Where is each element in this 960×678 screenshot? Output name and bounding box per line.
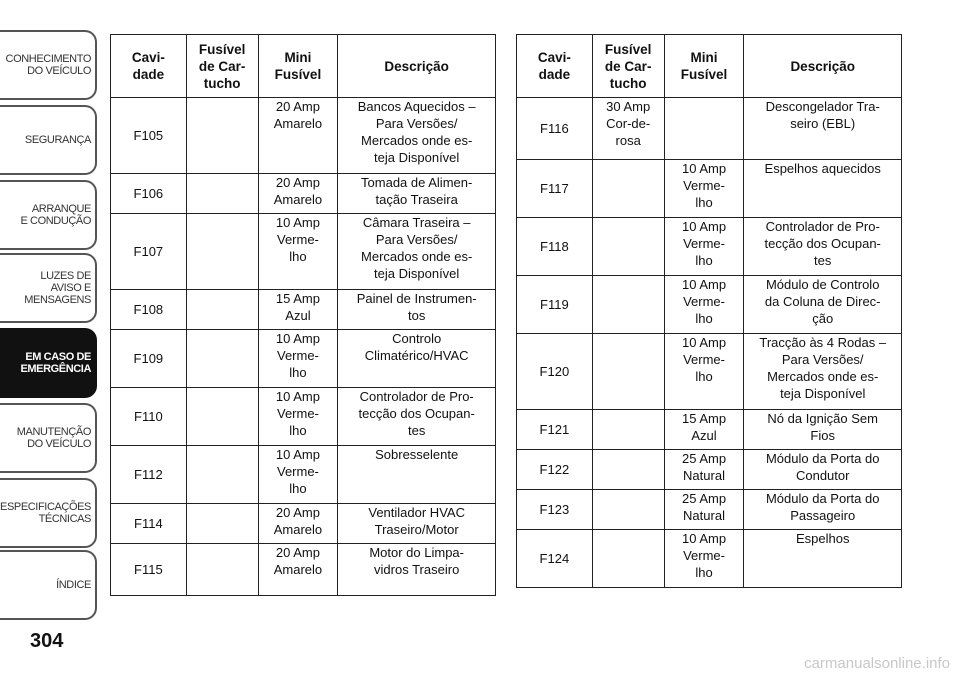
table-row: [111, 504, 496, 544]
chapter-tab[interactable]: EM CASO DE EMERGÊNCIA: [0, 328, 97, 398]
mini-fuse-cell: 15 Amp Azul: [258, 290, 338, 330]
cavity-cell: F106: [111, 174, 187, 214]
cartridge-fuse-cell: [592, 334, 664, 410]
mini-fuse-cell: 25 Amp Natural: [664, 450, 744, 490]
cavity-cell: F119: [517, 276, 593, 334]
cartridge-fuse-cell: [186, 446, 258, 504]
cartridge-fuse-cell: [186, 504, 258, 544]
cartridge-fuse-cell: [186, 388, 258, 446]
cavity-cell: F124: [517, 530, 593, 588]
table-header: [111, 35, 496, 98]
cavity-cell: F108: [111, 290, 187, 330]
mini-fuse-cell: 20 Amp Amarelo: [258, 174, 338, 214]
table-row: [517, 160, 902, 218]
cartridge-fuse-cell: [186, 544, 258, 596]
table-row: [517, 450, 902, 490]
header-cavidade: Cavi- dade: [111, 35, 187, 98]
table-row: [517, 98, 902, 160]
cavity-cell: F117: [517, 160, 593, 218]
description-cell: Espelhos aquecidos: [744, 160, 902, 218]
fuse-table-left: [110, 34, 496, 596]
description-cell: Tracção às 4 Rodas – Para Versões/ Mercados onde es- teja Disponível: [744, 334, 902, 410]
table-row: [111, 214, 496, 290]
description-cell: Módulo de Controlo da Coluna de Direc- ção: [744, 276, 902, 334]
cartridge-fuse-cell: [592, 490, 664, 530]
table-row: [111, 98, 496, 174]
header-mini-fusivel: Mini Fusível: [664, 35, 744, 98]
header-cavidade: Cavi- dade: [517, 35, 593, 98]
mini-fuse-cell: 10 Amp Verme- lho: [664, 218, 744, 276]
cartridge-fuse-cell: [592, 530, 664, 588]
chapter-tab[interactable]: LUZES DE AVISO E MENSAGENS: [0, 253, 97, 323]
watermark: carmanualsonline.info: [804, 655, 950, 672]
description-cell: Descongelador Tra- seiro (EBL): [744, 98, 902, 160]
description-cell: Nó da Ignição Sem Fios: [744, 410, 902, 450]
cavity-cell: F123: [517, 490, 593, 530]
table-row: [517, 530, 902, 588]
description-cell: Controlo Climatérico/HVAC: [338, 330, 496, 388]
mini-fuse-cell: 10 Amp Verme- lho: [258, 388, 338, 446]
header-fusivel-cartucho: Fusível de Car- tucho: [186, 35, 258, 98]
description-cell: Câmara Traseira – Para Versões/ Mercados onde es- teja Disponível: [338, 214, 496, 290]
cavity-cell: F116: [517, 98, 593, 160]
cavity-cell: F114: [111, 504, 187, 544]
cartridge-fuse-cell: 30 Amp Cor-de- rosa: [592, 98, 664, 160]
cavity-cell: F109: [111, 330, 187, 388]
description-cell: Ventilador HVAC Traseiro/Motor: [338, 504, 496, 544]
cartridge-fuse-cell: [186, 290, 258, 330]
cartridge-fuse-cell: [592, 450, 664, 490]
mini-fuse-cell: 20 Amp Amarelo: [258, 98, 338, 174]
chapter-tab[interactable]: ARRANQUE E CONDUÇÃO: [0, 180, 97, 250]
cavity-cell: F120: [517, 334, 593, 410]
description-cell: Bancos Aquecidos – Para Versões/ Mercados onde es- teja Disponível: [338, 98, 496, 174]
cartridge-fuse-cell: [186, 214, 258, 290]
table-row: [111, 544, 496, 596]
description-cell: Sobresselente: [338, 446, 496, 504]
table-header: [517, 35, 902, 98]
mini-fuse-cell: 10 Amp Verme- lho: [258, 446, 338, 504]
cartridge-fuse-cell: [592, 276, 664, 334]
header-descricao: Descrição: [744, 35, 902, 98]
header-mini-fusivel: Mini Fusível: [258, 35, 338, 98]
table-row: [517, 218, 902, 276]
cavity-cell: F122: [517, 450, 593, 490]
mini-fuse-cell: 25 Amp Natural: [664, 490, 744, 530]
chapter-tab[interactable]: MANUTENÇÃO DO VEÍCULO: [0, 403, 97, 473]
description-cell: Tomada de Alimen- tação Traseira: [338, 174, 496, 214]
table-row: [517, 276, 902, 334]
table-row: [517, 410, 902, 450]
cavity-cell: F118: [517, 218, 593, 276]
table-row: [517, 490, 902, 530]
mini-fuse-cell: 20 Amp Amarelo: [258, 544, 338, 596]
mini-fuse-cell: 10 Amp Verme- lho: [664, 334, 744, 410]
cartridge-fuse-cell: [592, 160, 664, 218]
cavity-cell: F107: [111, 214, 187, 290]
chapter-tab[interactable]: ESPECIFICAÇÕES TÉCNICAS: [0, 478, 97, 548]
chapter-tab[interactable]: CONHECIMENTO DO VEÍCULO: [0, 30, 97, 100]
cartridge-fuse-cell: [186, 174, 258, 214]
cavity-cell: F121: [517, 410, 593, 450]
mini-fuse-cell: [664, 98, 744, 160]
mini-fuse-cell: 10 Amp Verme- lho: [258, 330, 338, 388]
header-descricao: Descrição: [338, 35, 496, 98]
description-cell: Espelhos: [744, 530, 902, 588]
table-row: [111, 388, 496, 446]
description-cell: Painel de Instrumen- tos: [338, 290, 496, 330]
mini-fuse-cell: 10 Amp Verme- lho: [258, 214, 338, 290]
description-cell: Controlador de Pro- tecção dos Ocupan- tes: [744, 218, 902, 276]
table-row: [517, 334, 902, 410]
mini-fuse-cell: 10 Amp Verme- lho: [664, 276, 744, 334]
header-fusivel-cartucho: Fusível de Car- tucho: [592, 35, 664, 98]
fuse-table-right: [516, 34, 902, 588]
description-cell: Módulo da Porta do Passageiro: [744, 490, 902, 530]
mini-fuse-cell: 10 Amp Verme- lho: [664, 530, 744, 588]
cartridge-fuse-cell: [592, 410, 664, 450]
cavity-cell: F112: [111, 446, 187, 504]
table-row: [111, 446, 496, 504]
table-row: [111, 330, 496, 388]
mini-fuse-cell: 20 Amp Amarelo: [258, 504, 338, 544]
table-row: [111, 174, 496, 214]
cavity-cell: F115: [111, 544, 187, 596]
cavity-cell: F110: [111, 388, 187, 446]
table-row: [111, 290, 496, 330]
page-number: 304: [30, 630, 64, 652]
mini-fuse-cell: 15 Amp Azul: [664, 410, 744, 450]
mini-fuse-cell: 10 Amp Verme- lho: [664, 160, 744, 218]
description-cell: Motor do Limpa- vidros Traseiro: [338, 544, 496, 596]
cartridge-fuse-cell: [186, 98, 258, 174]
chapter-tab[interactable]: SEGURANÇA: [0, 105, 97, 175]
description-cell: Módulo da Porta do Condutor: [744, 450, 902, 490]
description-cell: Controlador de Pro- tecção dos Ocupan- tes: [338, 388, 496, 446]
chapter-tab[interactable]: ÍNDICE: [0, 550, 97, 620]
cavity-cell: F105: [111, 98, 187, 174]
cartridge-fuse-cell: [592, 218, 664, 276]
cartridge-fuse-cell: [186, 330, 258, 388]
